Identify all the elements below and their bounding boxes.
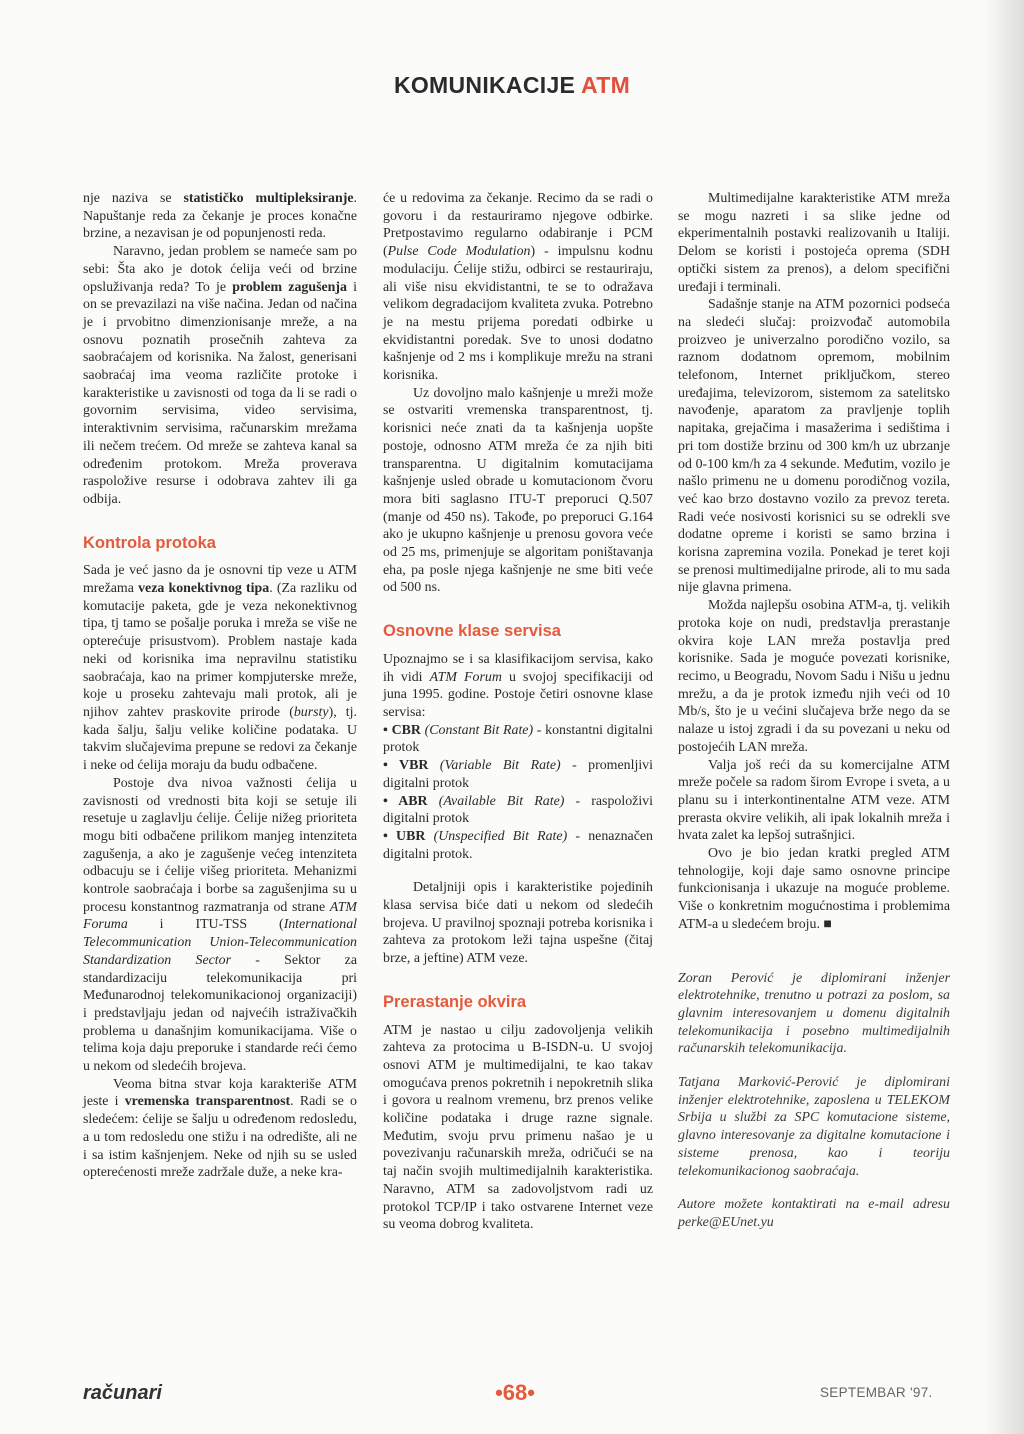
list-item-ubr: • UBR (Unspecified Bit Rate) - nenaznačen digitalni protok. bbox=[383, 828, 653, 862]
header-topic: ATM bbox=[581, 72, 631, 98]
paragraph: će u redovima za čekanje. Recimo da se radi o govoru i da restauriramo njegove odbirke. Pretpostavimo regularno odabiranje i PCM (Pulse Code Modulation) - impulsnu kodnu modulaciju. Ćelije stižu, odbirci se restauriraju, ali više nisu ekvidistantni, te se to odražava velikom degradacijom kvaliteta zvuka. Potrebno je na mestu prijema poredati odbirke u ekvidistantni poredak. Sve to unosi dodatno kašnjenje od 2 ms i komplikuje mrežu na strani korisnika. bbox=[383, 191, 653, 384]
header-section: KOMUNIKACIJE bbox=[393, 72, 576, 98]
page-edge-shadow bbox=[984, 0, 1024, 1434]
section-heading-prerastanje-okvira: Prerastanje okvira bbox=[383, 992, 527, 1011]
spacer bbox=[383, 863, 653, 879]
paragraph: Valja još reći da su komercijalne ATM mreže počele sa radom širom Evrope i sveta, a u planu su i interkontinentalne ATM veze. ATM prerasta okvire velikih, ali ipak lokalnih mreža i hvata zalet ka lepšoj sutrašnjici. bbox=[678, 757, 950, 844]
paragraph: Detaljniji opis i karakteristike pojedinih klasa servisa biće dati u nekom od sledećih brojeva. U pravilnoj spoznaji potreba korisnika i zahteva za protokom leži tajna uspešne (čitaj brze, a jeftine) ATM veze. bbox=[383, 880, 653, 967]
author-bio-tatjana: Tatjana Marković-Perović je diplomirani inženjer elektrotehnike, zaposlena u TELEKOM Srbija u službi za SPC komutacione sisteme, glavno interesovanje za digitalne komutacione i sisteme prenosa, kao i teoriju telekomunikacionog saobraćaja. bbox=[678, 1075, 950, 1179]
list-item-cbr: • CBR (Constant Bit Rate) - konstantni digitalni protok bbox=[383, 722, 654, 756]
spacer bbox=[678, 1058, 950, 1074]
paragraph: Uz dovoljno malo kašnjenje u mreži može se ostvariti vremenska transparentnost, tj. korisnici neće znati da ta kašnjenja uopšte postoje, odnosno ATM mreža će za njih biti transparentna. U digitalnim komutacijama kašnjenje usled obrade u komutacionom čvoru mora biti saglasno ITU-T preporuci Q.507 (manje od 450 ns). Takođe, po preporuci G.164 ako je ukupno kašnjenje u prenosu govora veće od 25 ms, primenjuje se algoritam poništavanja eha, pa posle njega kašnjenje ne sme biti veće od 500 ns. bbox=[383, 385, 653, 596]
spacer bbox=[678, 1180, 950, 1196]
list-item-abr: • ABR (Available Bit Rate) - raspoloživi digitalni protok bbox=[383, 793, 653, 827]
column-middle bbox=[383, 190, 653, 1234]
author-contact: Autore možete kontaktirati na e-mail adresu perke@EUnet.yu bbox=[678, 1197, 950, 1230]
author-bio-zoran: Zoran Perović je diplomirani inženjer elektrotehnike, trenutno u potrazi za poslom, sa glavnim interesovanjem u domenu digitalnih telekomunikacija i posebno multimedijalnih računarskih telekomunikacija. bbox=[678, 970, 950, 1057]
page-number: •68• bbox=[495, 1380, 535, 1405]
section-heading-kontrola-protoka: Kontrola protoka bbox=[83, 533, 216, 552]
paragraph: Multimedijalne karakteristike ATM mreža se mogu nazreti i sa slike jedne od ekperimentalnih postavki realizovanih u Italiji. Delom se koristi i postojeća oprema (SDH optički sistem za prenos), a delom specifični uređaji i terminali. bbox=[678, 191, 950, 295]
paragraph: Postoje dva nivoa važnosti ćelija u zavisnosti od vrednosti bita koji se setuje ili resetuje u zaglavlju ćelije. Ćelije nižeg prioriteta mogu biti odbačene prilikom manjeg intenziteta zagušenja, a ako je zagušenje većeg intenziteta odbacuju se i ćelije višeg prioriteta. Mehanizmi kontrole saobraćaja i borbe sa zagušenjima su u procesu konstantnog razmatranja od strane ATM Foruma i ITU-TSS (International Telecommunication Union-Telecommunication Standardization Sector - Sektor za standardizaciju telekomunikacija pri Međunarodnoj telekomunikacionoj organizaciji) i predstavljaju jedan od najvećih istraživačkih problema u današnjim komunikacijama. Više o telima koja daju preporuke i standarde reći ćemo u nekom od sledećih brojeva. bbox=[83, 775, 358, 1075]
spacer bbox=[678, 934, 950, 970]
magazine-logo: računari bbox=[83, 1382, 162, 1404]
paragraph: Sadašnje stanje na ATM pozornici podseća na sledeći slučaj: proizvođač automobila proizveo je univerzalno porodično vozilo, sa raznom dodatnom opremom, mobilnim telefonom, Internet priključkom, stereo uređajima, televizorom, sistemom za satelitsko navođenje, aparatom za pravljenje toplih napitaka, grejačima i masažerima i sedištima i pri tom dostiže brzinu od 300 km/h uz ubrzanje od 0-100 km/h za 4 sekunde. Međutim, vozilo je našlo primenu ne u domenu porodičnog vozila, već kao brzo dostavno vozilo za prevoz tereta. Radi veće nosivosti korisnici su se odrekli sve dodatne opreme i koristi se samo brzina i korisna zapremina vozila. Ponekad je teret koji se prenosi multimedijalne prirode, ali to mu sada nije glavna primena. bbox=[678, 297, 950, 596]
page-header bbox=[0, 72, 1024, 99]
column-left bbox=[83, 190, 357, 1182]
paragraph: Možda najlepšu osobina ATM-a, tj. velikih protoka koje on nudi, predstavlja prerastanje okvira koje LAN mreža postavlja pred korisnike. Sada je moguće povezati korisnike, recimo, u Beogradu, Novom Sadu i Nišu u jednu mrežu, a da je protok između njih veći od 10 Mb/s, što je u većini slučajeva brže nego da se nalaze u istoj zgradi i da su povezani u neku od postojećih LAN mreža. bbox=[678, 598, 950, 755]
list-item-vbr: • VBR (Variable Bit Rate) - promenljivi digitalni protok bbox=[383, 758, 653, 791]
paragraph: Sada je već jasno da je osnovni tip veze u ATM mrežama veza konektivnog tipa. (Za razliku od komutacije paketa, gde je veza nekonektivnog tipa, tj tamo se pošalje poruka i mreža se više ne opterećuje prisustvom). Problem nastaje kada neki od korisnika ima nepravilnu statistiku saobraćaja, kao na primer kompjuterske mreže, koje u proseku zahtevaju mali protok, ali je njihov zahtev praskovite prirode (bursty), tj. kada šalju, šalju velike količine podataka. U takvim slučajevima prepune se redovi za čekanje i neke od ćelija moraju da budu odbačene. bbox=[83, 563, 357, 774]
section-heading-osnovne-klase-servisa: Osnovne klase servisa bbox=[383, 622, 561, 641]
paragraph: Veoma bitna stvar koja karakteriše ATM jeste i vremenska transparentnost. Radi se o sledećem: ćelije se šalju u određenom redosledu, a u tom redosledu one stižu i na odredište, ali ne i sa istim kašnjenjem. Neke od njih su se usled opterećenosti mreže zadržale duže, a neke kra- bbox=[83, 1076, 357, 1181]
paragraph: ATM je nastao u cilju zadovoljenja velikih zahteva za protocima u B-ISDN-u. U svojoj osnovi ATM je multimedijalni, te kao takav omogućava prenos pokretnih i nepokretnih slika i govora u realnom vremenu, brz prenos velike količine podataka i druge razne signale. Međutim, svoju prvu primenu našao je u povezivanju računarskih mreža, odričući se na taj način svojih multimedijalnih karakteristika. Naravno, ATM sa zadovoljstvom radi uz protokol TCP/IP i tako ostvarene Internet veze su veoma dobrog kvaliteta. bbox=[383, 1022, 653, 1233]
paragraph: Upoznajmo se i sa klasifikacijom servisa, kako ih vidi ATM Forum u svojoj specifikaciji od juna 1995. godine. Postoje četiri osnovne klase servisa: bbox=[383, 651, 653, 720]
paragraph: Ovo je bio jedan kratki pregled ATM tehnologije, koji daje samo osnovne principe funkcionisanja i ukazuje na moguće probleme. Više o konkretnim mogućnostima i problemima ATM-a u sledećem broju. ■ bbox=[678, 846, 950, 932]
column-right bbox=[678, 190, 950, 1232]
issue-date: SEPTEMBAR '97. bbox=[820, 1385, 933, 1400]
paragraph: nje naziva se statističko multipleksiranje. Napuštanje reda za čekanje je proces konačne brzine, a nezavisan je od popunjenosti reda. bbox=[83, 191, 357, 242]
paragraph: Naravno, jedan problem se nameće sam po sebi: Šta ako je dotok ćelija veći od brzine opsluživanja reda? To je problem zagušenja i on se prevazilazi na više načina. Jedan od načina je i prvobitno dimenzionisanje mreže, a na osnovu poznatih prosečnih zahteva za saobraćajem od korisnika. Na žalost, generisani saobraćaj ima veoma različite protoke i karakteristike u zavisnosti od toga da li se radi o govornim servisima, video servisima, interaktivnim servisima, računarskim mrežama ili nečem trećem. Od mreže se zahteva kanal sa određenim protokom. Mreža proverava raspoložive resurse i odobrava zahtev ili ga odbija. bbox=[83, 244, 357, 507]
